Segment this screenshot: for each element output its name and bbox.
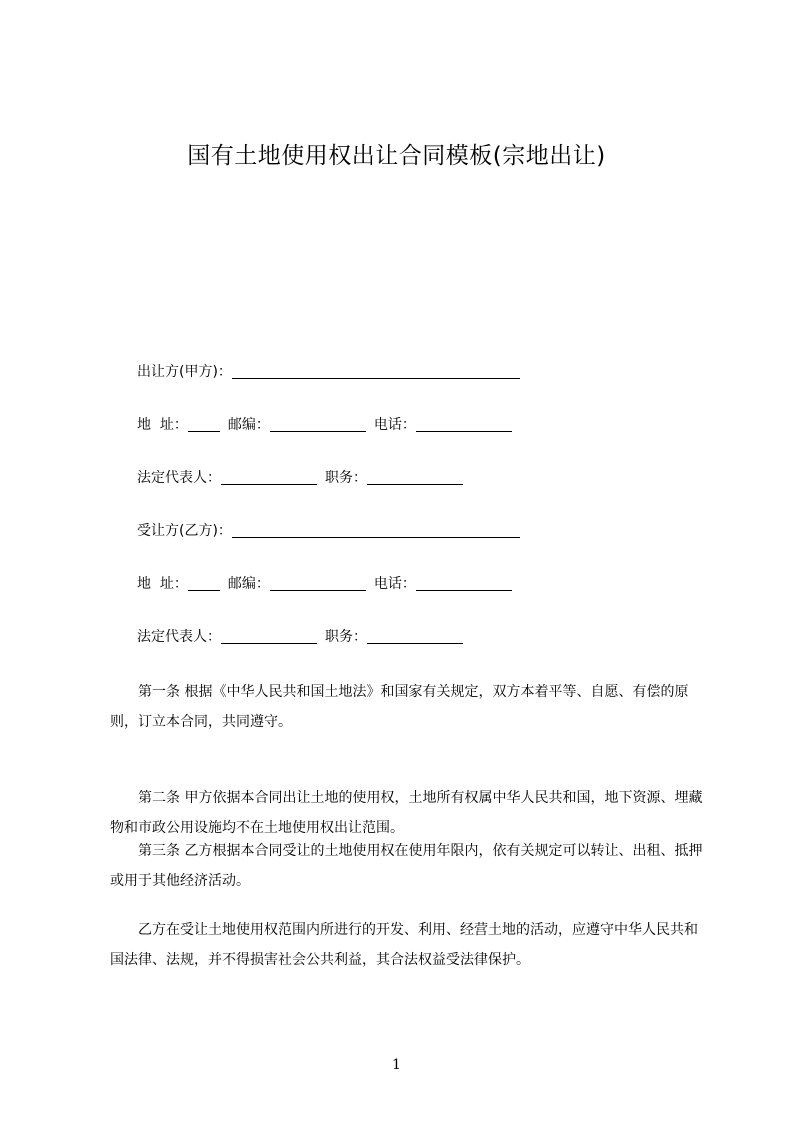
article-2: 第二条 甲方依据本合同出让土地的使用权，土地所有权属中华人民共和国，地下资源、埋藏物和市政公用设施均不在土地使用权出让范围。: [110, 790, 703, 836]
party-b-rep-line: [137, 627, 463, 647]
party-a-postcode-label: 邮编：: [227, 417, 270, 433]
party-a-postcode-blank[interactable]: [270, 415, 366, 432]
party-b-address-line: [137, 574, 512, 594]
party-a-rep-label: 法定代表人：: [137, 470, 221, 486]
party-a-address-label: 地 址：: [137, 417, 188, 433]
party-a-phone-blank[interactable]: [416, 415, 512, 432]
party-b-rep-blank[interactable]: [221, 627, 317, 644]
party-b-line: [137, 521, 520, 541]
party-b-label: 受让方(乙方)：: [137, 523, 232, 539]
party-b-position-label: 职务：: [325, 629, 367, 645]
party-b-address-blank[interactable]: [188, 574, 220, 591]
party-a-phone-label: 电话：: [373, 417, 416, 433]
party-a-blank[interactable]: [232, 362, 520, 379]
party-b-postcode-blank[interactable]: [270, 574, 366, 591]
party-b-rep-label: 法定代表人：: [137, 629, 221, 645]
page-number: 1: [392, 1057, 401, 1073]
party-a-line: [137, 362, 520, 382]
party-a-address-blank[interactable]: [188, 415, 220, 432]
party-b-address-label: 地 址：: [137, 576, 188, 592]
article-3-supplement: 乙方在受让土地使用权范围内所进行的开发、利用、经营土地的活动，应遵守中华人民共和国法律、法规，并不得损害社会公共利益，其合法权益受法律保护。: [110, 922, 698, 968]
party-a-rep-line: [137, 468, 463, 488]
article-3: 第三条 乙方根据本合同受让的土地使用权在使用年限内，依有关规定可以转让、出租、抵押或用于其他经济活动。: [110, 843, 703, 889]
party-a-rep-blank[interactable]: [221, 468, 317, 485]
party-b-blank[interactable]: [232, 521, 520, 538]
document-title: 国有土地使用权出让合同模板(宗地出让): [187, 143, 606, 169]
party-a-address-line: [137, 415, 512, 435]
party-b-phone-blank[interactable]: [416, 574, 512, 591]
party-a-label: 出让方(甲方)：: [137, 364, 232, 380]
article-1: 第一条 根据《中华人民共和国土地法》和国家有关规定，双方本着平等、自愿、有偿的原则，订立本合同，共同遵守。: [110, 684, 689, 730]
party-a-position-label: 职务：: [325, 470, 367, 486]
party-b-position-blank[interactable]: [367, 627, 463, 644]
party-b-postcode-label: 邮编：: [227, 576, 270, 592]
party-a-position-blank[interactable]: [367, 468, 463, 485]
party-b-phone-label: 电话：: [373, 576, 416, 592]
